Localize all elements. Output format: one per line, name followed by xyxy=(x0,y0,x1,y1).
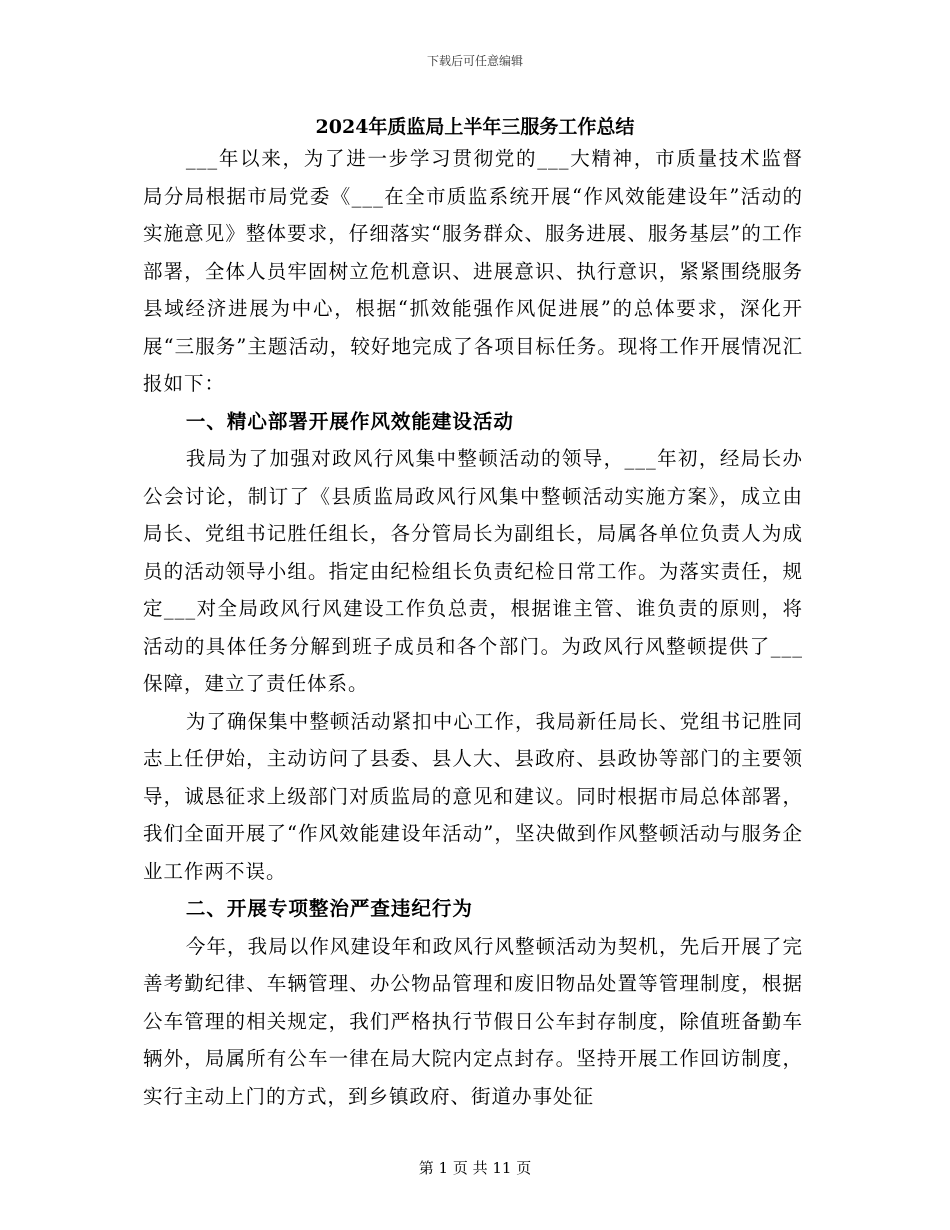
section-2-paragraph-1: 今年，我局以作风建设年和政风行风整顿活动为契机，先后开展了完善考勤纪律、车辆管理、办公物品管理和废旧物品处置等管理制度，根据公车管理的相关规定，我们严格执行节假日公车封存制度，除值班备勤车辆外，局属所有公车一律在局大院内定点封存。坚持开展工作回访制度，实行主动上门的方式，到乡镇政府、街道办事处征 xyxy=(143,934,803,1108)
intro-paragraph: ___年以来，为了进一步学习贯彻党的___大精神，市质量技术监督局分局根据市局党委《___在全市质监系统开展“作风效能建设年”活动的实施意见》整体要求，仔细落实“服务群众、服务进展、服务基层”的工作部署，全体人员牢固树立危机意识、进展意识、执行意识，紧紧围绕服务县域经济进展为中心，根据“抓效能强作风促进展”的总体要求，深化开展“三服务”主题活动，较好地完成了各项目标任务。现将工作开展情况汇报如下： xyxy=(143,147,803,395)
section-2-heading: 二、开展专项整治严查违纪行为 xyxy=(185,897,473,920)
page-footer: 第 1 页 共 11 页 xyxy=(418,1159,532,1177)
section-1-paragraph-1: 我局为了加强对政风行风集中整顿活动的领导，___年初，经局长办公会讨论，制订了《县质监局政风行风集中整顿活动实施方案》，成立由局长、党组书记胜任组长，各分管局长为副组长，局属各单位负责人为成员的活动领导小组。指定由纪检组长负责纪检日常工作。为落实责任，规定___对全局政风行风建设工作负总责，根据谁主管、谁负责的原则，将活动的具体任务分解到班子成员和各个部门。为政风行风整顿提供了___保障，建立了责任体系。 xyxy=(143,447,803,695)
section-1-heading: 一、精心部署开展作风效能建设活动 xyxy=(185,409,514,433)
section-1-paragraph-2: 为了确保集中整顿活动紧扣中心工作，我局新任局长、党组书记胜同志上任伊始，主动访问了县委、县人大、县政府、县政协等部门的主要领导，诚恳征求上级部门对质监局的意见和建议。同时根据市局总体部署，我们全面开展了“作风效能建设年活动”，坚决做到作风整顿活动与服务企业工作两不误。 xyxy=(143,709,803,883)
header-note: 下载后可任意编辑 xyxy=(426,54,523,68)
page-title: 2024年质监局上半年三服务工作总结 xyxy=(315,116,635,138)
document-body xyxy=(143,140,803,1115)
